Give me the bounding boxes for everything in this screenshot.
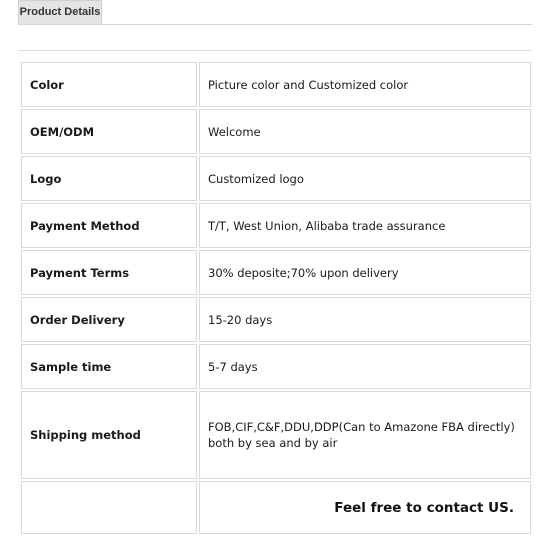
row-value-sample-time: 5-7 days: [199, 344, 531, 389]
footer-value-cell: [199, 481, 531, 534]
tab-product-details[interactable]: Product Details: [18, 0, 102, 24]
row-label-payment-terms: Payment Terms: [21, 250, 197, 295]
row-label-payment-method: Payment Method: [21, 203, 197, 248]
table-row: [21, 62, 531, 107]
row-value-logo: Customized logo: [199, 156, 531, 201]
row-value-order-delivery: 15-20 days: [199, 297, 531, 342]
table-row: [21, 344, 531, 389]
row-value-payment-terms: 30% deposite;70% upon delivery: [199, 250, 531, 295]
table-row: [21, 250, 531, 295]
tab-bar: [18, 0, 532, 25]
row-value-shipping-method: [199, 391, 531, 479]
row-value-color: Picture color and Customized color: [199, 62, 531, 107]
row-label-shipping-method: Shipping method: [21, 391, 197, 479]
table-row: [21, 391, 531, 479]
row-label-color: Color: [21, 62, 197, 107]
shipping-value-line-2: both by sea and by air: [208, 436, 338, 450]
table-row: [21, 156, 531, 201]
shipping-value-line-1: FOB,CIF,C&F,DDU,DDP(Can to Amazone FBA directly): [208, 420, 515, 434]
contact-note: Feel free to contact US.: [334, 499, 514, 516]
row-value-oem-odm: Welcome: [199, 109, 531, 154]
product-details-table: [19, 60, 533, 536]
table-row: [21, 203, 531, 248]
row-label-sample-time: Sample time: [21, 344, 197, 389]
row-label-oem-odm: OEM/ODM: [21, 109, 197, 154]
footer-label-cell: [21, 481, 197, 534]
table-row: [21, 481, 531, 534]
table-row: [21, 297, 531, 342]
row-value-payment-method: T/T, West Union, Alibaba trade assurance: [199, 203, 531, 248]
table-row: [21, 109, 531, 154]
divider: [18, 50, 532, 51]
row-label-logo: Logo: [21, 156, 197, 201]
row-label-order-delivery: Order Delivery: [21, 297, 197, 342]
